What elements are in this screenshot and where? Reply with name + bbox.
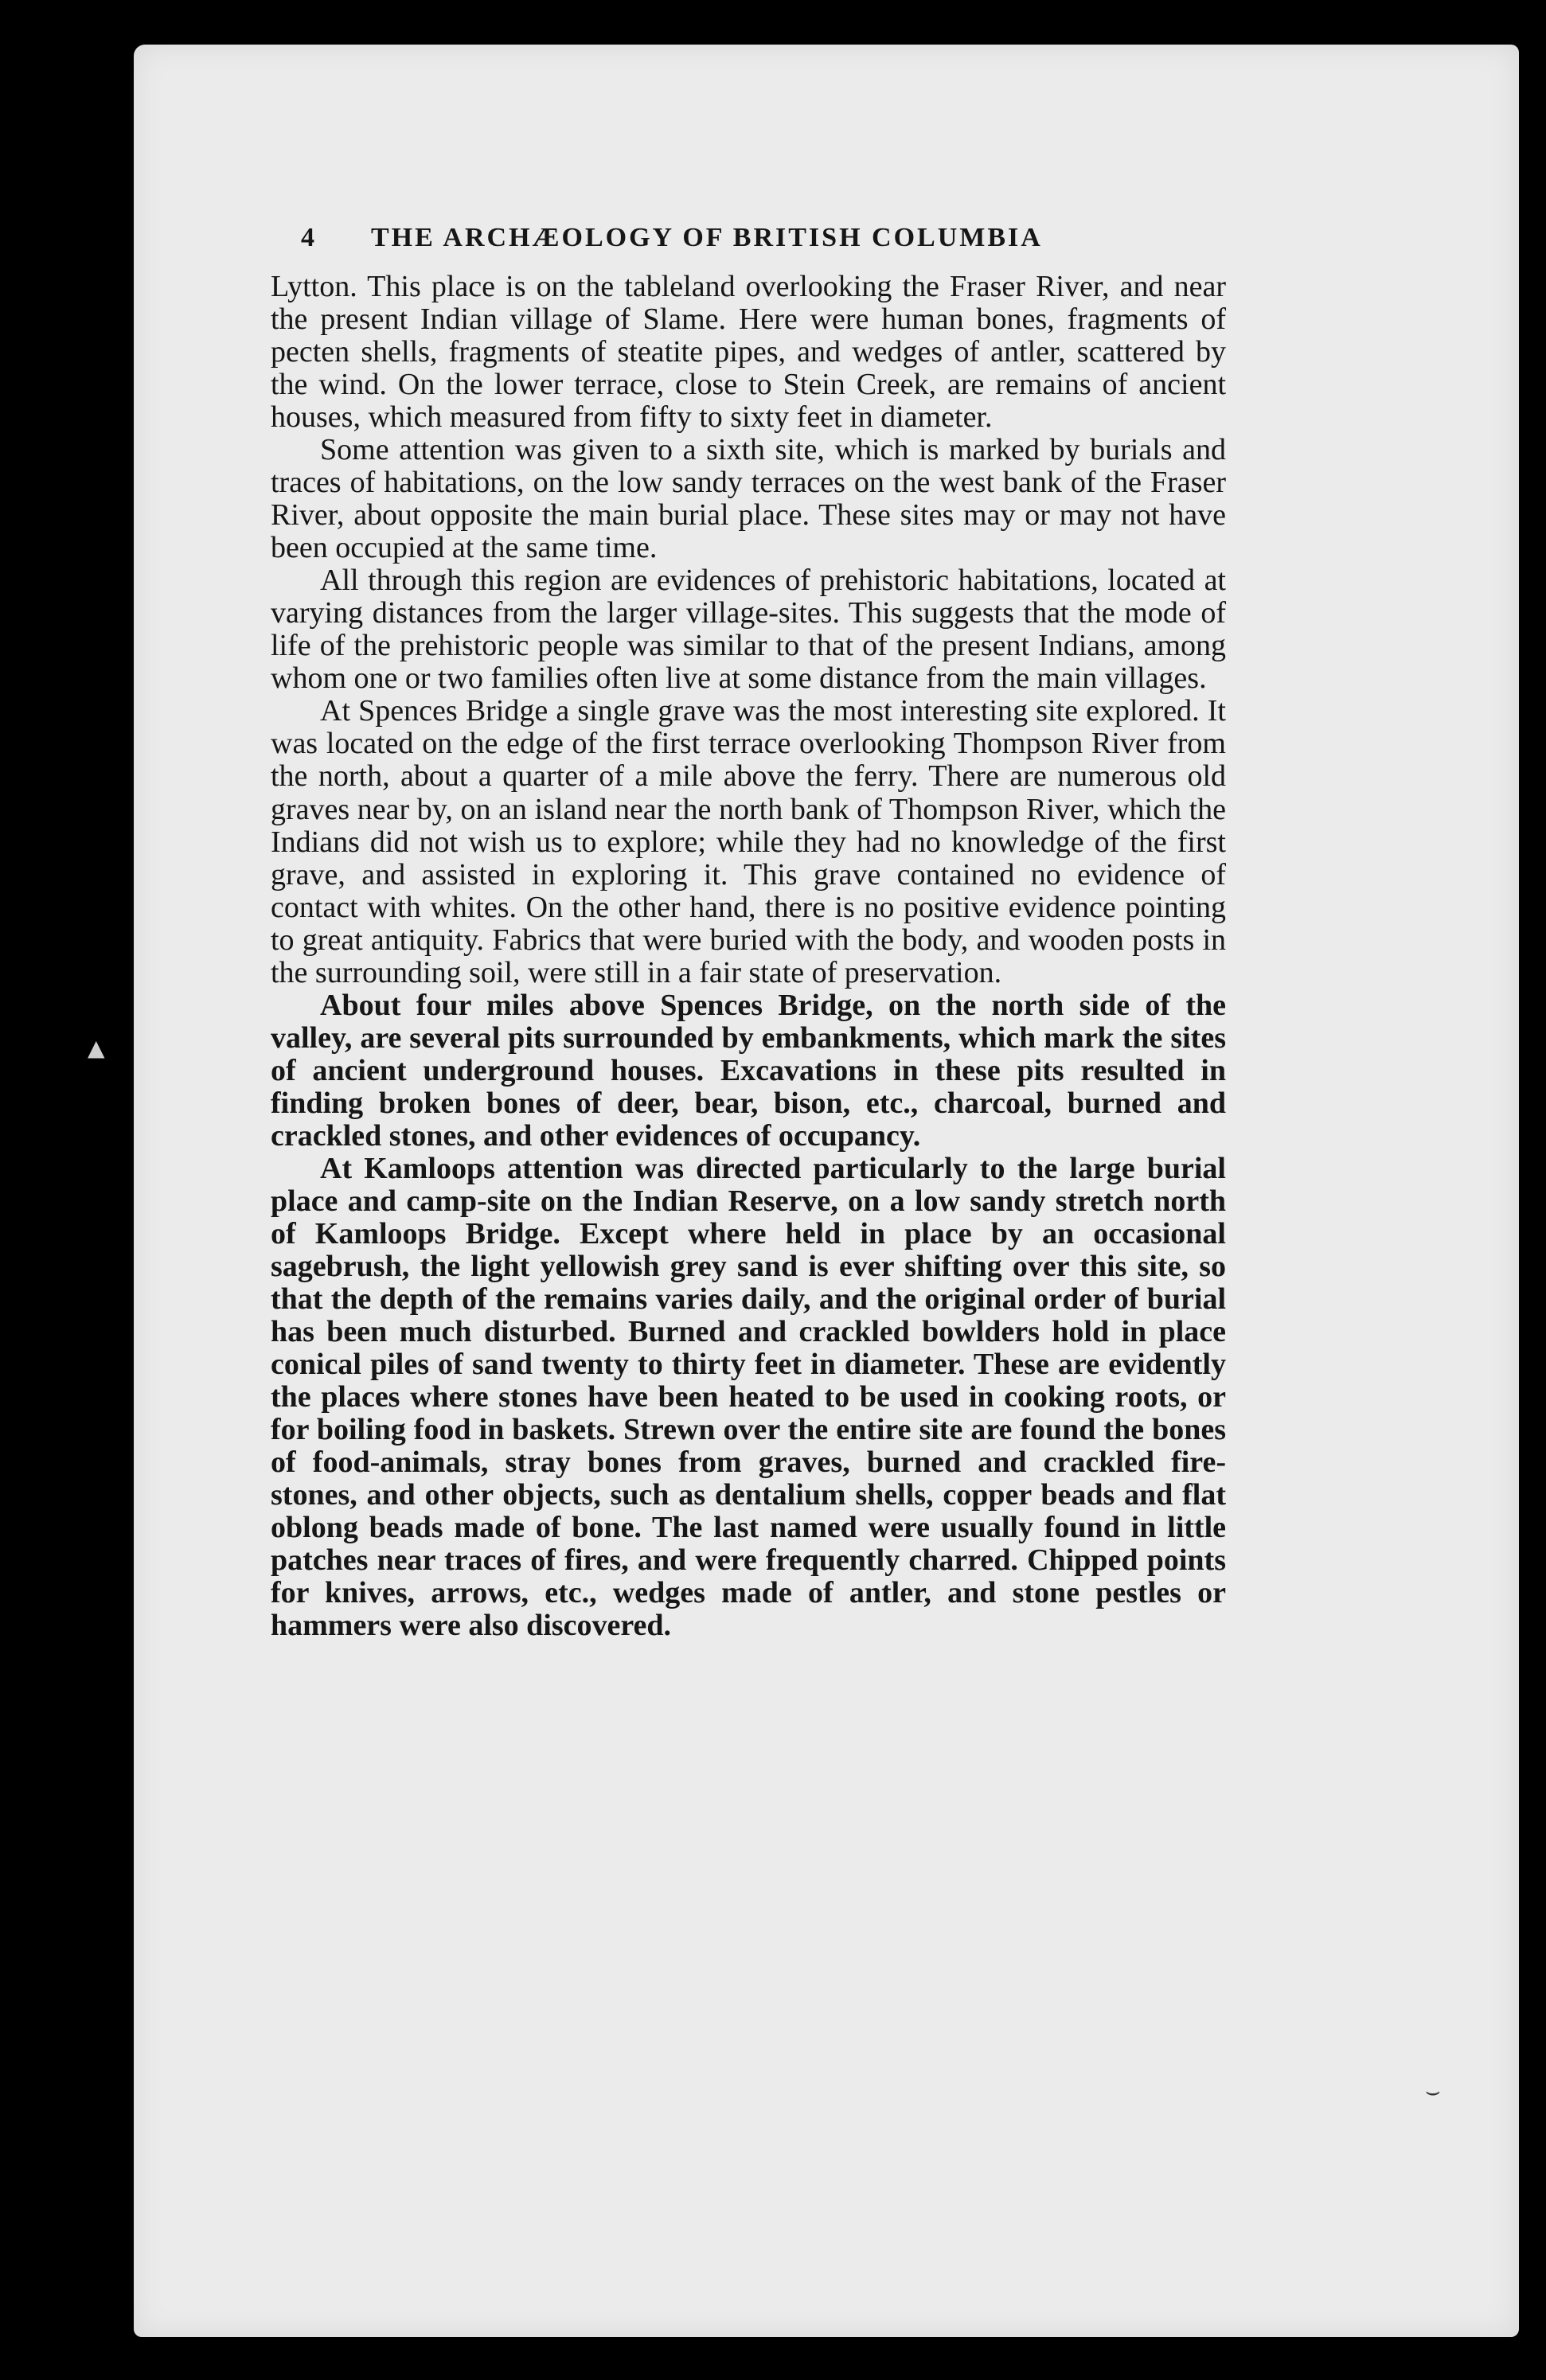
page-number: 4 bbox=[301, 223, 317, 252]
page-body-text bbox=[271, 271, 1226, 1642]
paragraph-sixth-site: Some attention was given to a sixth site, which is marked by burials and traces of habitations, on the low sandy terraces on the west bank of the Fraser River, about opposite the main burial place. These sites may or may not have been occupied at the same time. bbox=[271, 433, 1226, 565]
paragraph-kamloops: At Kamloops attention was directed particularly to the large burial place and camp-site on the Indian Reserve, on a low sandy stretch north of Kamloops Bridge. Except where held in place by an occasional sagebrush, the light yellowish grey sand is ever shifting over this site, so that the depth of the remains varies daily, and the original order of burial has been much disturbed. Burned and crackled bowlders hold in place conical piles of sand twenty to thirty feet in diameter. These are evidently the places where stones have been heated to be used in cooking roots, or for boiling food in baskets. Strewn over the entire site are found the bones of food-animals, stray bones from graves, burned and crackled fire-stones, and other objects, such as dentalium shells, copper beads and flat oblong beads made of bone. The last named were usually found in little patches near traces of fires, and were frequently charred. Chipped points for knives, arrows, etc., wedges made of antler, and stone pestles or hammers were also discovered. bbox=[271, 1151, 1226, 1643]
running-header bbox=[301, 223, 1193, 253]
scan-speck-mark: ⌣ bbox=[1425, 2078, 1441, 2105]
running-title: THE ARCHÆOLOGY OF BRITISH COLUMBIA bbox=[371, 223, 1043, 252]
paragraph-spences-bridge: At Spences Bridge a single grave was the most interesting site explored. It was located on the edge of the first terrace overlooking Thompson River from the north, about a quarter of a mile above the ferry. There are numerous old graves near by, on an island near the north bank of Thompson River, which the Indians did not wish us to explore; while they had no knowledge of the first grave, and assisted in exploring it. This grave contained no evidence of contact with whites. On the other hand, there is no positive evidence pointing to great antiquity. Fabrics that were buried with the body, and wooden posts in the surrounding soil, were still in a fair state of preservation. bbox=[271, 694, 1226, 989]
scan-speck-mark: ▲ bbox=[88, 1035, 105, 1061]
paragraph-prehistoric-habitations: All through this region are evidences of prehistoric habitations, located at varying distances from the larger village-sites. This suggests that the mode of life of the prehistoric people was similar to that of the present Indians, among whom one or two families often live at some distance from the main villages. bbox=[271, 564, 1226, 696]
paragraph-lytton-continued: Lytton. This place is on the tableland overlooking the Fraser River, and near the present Indian village of Slame. Here were human bones, fragments of pecten shells, fragments of steatite pipes, and wedges of antler, scattered by the wind. On the lower terrace, close to Stein Creek, are remains of ancient houses, which measured from fifty to sixty feet in diameter. bbox=[271, 270, 1226, 435]
paragraph-underground-houses: About four miles above Spences Bridge, on the north side of the valley, are several pits surrounded by embankments, which mark the sites of ancient underground houses. Excavations in these pits resulted in finding broken bones of deer, bear, bison, etc., charcoal, burned and crackled stones, and other evidences of occupancy. bbox=[271, 988, 1226, 1153]
